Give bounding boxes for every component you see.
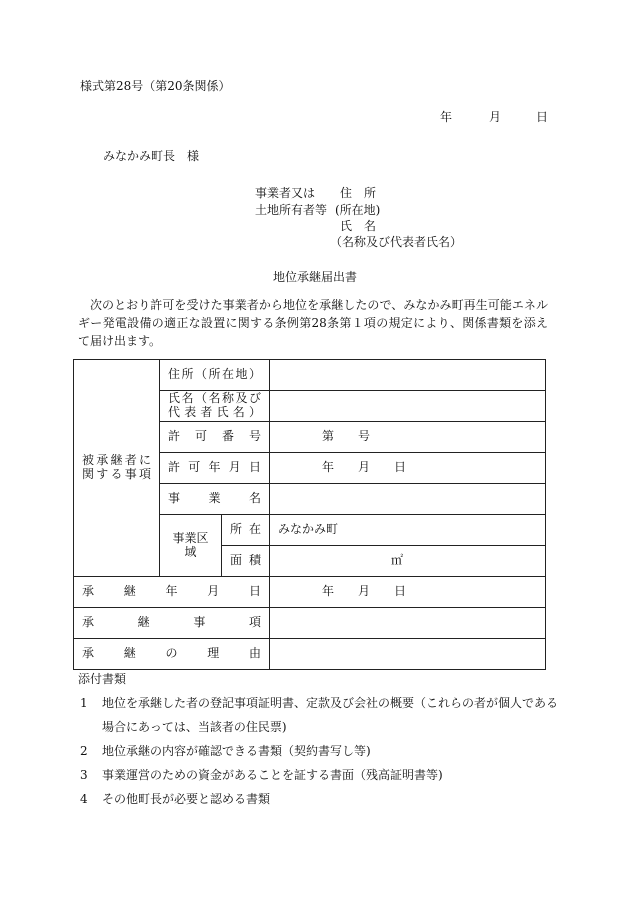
- date-day-label: 日: [536, 110, 549, 124]
- value-permit-number[interactable]: 第 号: [270, 422, 546, 453]
- table-row: [74, 639, 546, 670]
- label-business-name: 事業名: [160, 484, 270, 515]
- attachment-number: 2: [80, 744, 88, 758]
- value-succession-matter[interactable]: [270, 608, 546, 639]
- list-item: [80, 744, 371, 758]
- date-month-label: 月: [489, 110, 502, 124]
- label-succession-matter: 承継事項: [74, 608, 270, 639]
- label-permit-date: 許可年月日: [160, 453, 270, 484]
- value-address[interactable]: [270, 360, 546, 391]
- attachment-text: 事業運営のための資金があることを証する書面（残高証明書等): [102, 768, 443, 782]
- applicant-address-label: 住 所: [340, 186, 377, 200]
- label-area: 面積: [222, 546, 270, 577]
- label-location: 所在: [222, 515, 270, 546]
- date-year-label: 年: [440, 110, 453, 124]
- group-label-predecessor: 被承継者に関する事項: [74, 360, 160, 577]
- attachment-number: 3: [80, 768, 88, 782]
- attachment-text: その他町長が必要と認める書類: [102, 792, 271, 806]
- list-item: [80, 768, 443, 782]
- value-location[interactable]: みなかみ町: [270, 515, 546, 546]
- label-name: 氏名（名称及び代表者氏名）: [160, 391, 270, 422]
- value-succession-date[interactable]: 年 月 日: [270, 577, 546, 608]
- applicant-label-landowner: 土地所有者等: [255, 203, 328, 217]
- applicant-address-sub: (所在地): [335, 203, 381, 217]
- label-succession-reason: 承継の理由: [74, 639, 270, 670]
- applicant-name-sub: （名称及び代表者氏名）: [330, 235, 463, 249]
- attachments-title: 添付書類: [78, 672, 127, 686]
- value-area-unit[interactable]: ㎡: [270, 546, 546, 577]
- table-row: [74, 360, 546, 391]
- label-business-area: 事業区域: [160, 515, 222, 577]
- label-address: 住所（所在地）: [160, 360, 270, 391]
- value-name[interactable]: [270, 391, 546, 422]
- form-number: 様式第28号（第20条関係）: [80, 79, 231, 93]
- list-item: [80, 792, 270, 806]
- attachment-number: 4: [80, 792, 88, 806]
- body-text: 次のとおり許可を受けた事業者から地位を承継したので、みなかみ町再生可能エネルギー発電設備の適正な設置に関する条例第28条第１項の規定により、関係書類を添えて届け出ます。: [78, 298, 548, 348]
- notification-table: [73, 359, 546, 670]
- table-row: [74, 577, 546, 608]
- attachment-text: 地位を承継した者の登記事項証明書、定款及び会社の概要（これらの者が個人である: [102, 696, 559, 710]
- applicant-name-label: 氏 名: [340, 219, 377, 233]
- applicant-label-business: 事業者又は: [255, 186, 316, 200]
- label-succession-date: 承継年月日: [74, 577, 270, 608]
- list-item: [80, 696, 558, 710]
- attachment-text-continued: 場合にあっては、当該者の住民票): [102, 720, 287, 734]
- value-succession-reason[interactable]: [270, 639, 546, 670]
- value-business-name[interactable]: [270, 484, 546, 515]
- addressee: みなかみ町長 様: [103, 149, 200, 163]
- attachment-number: 1: [80, 696, 88, 710]
- label-permit-number: 許可番号: [160, 422, 270, 453]
- attachment-text: 地位承継の内容が確認できる書類（契約書写し等): [102, 744, 371, 758]
- table-row: [74, 608, 546, 639]
- document-title: 地位承継届出書: [272, 270, 357, 284]
- value-permit-date[interactable]: 年 月 日: [270, 453, 546, 484]
